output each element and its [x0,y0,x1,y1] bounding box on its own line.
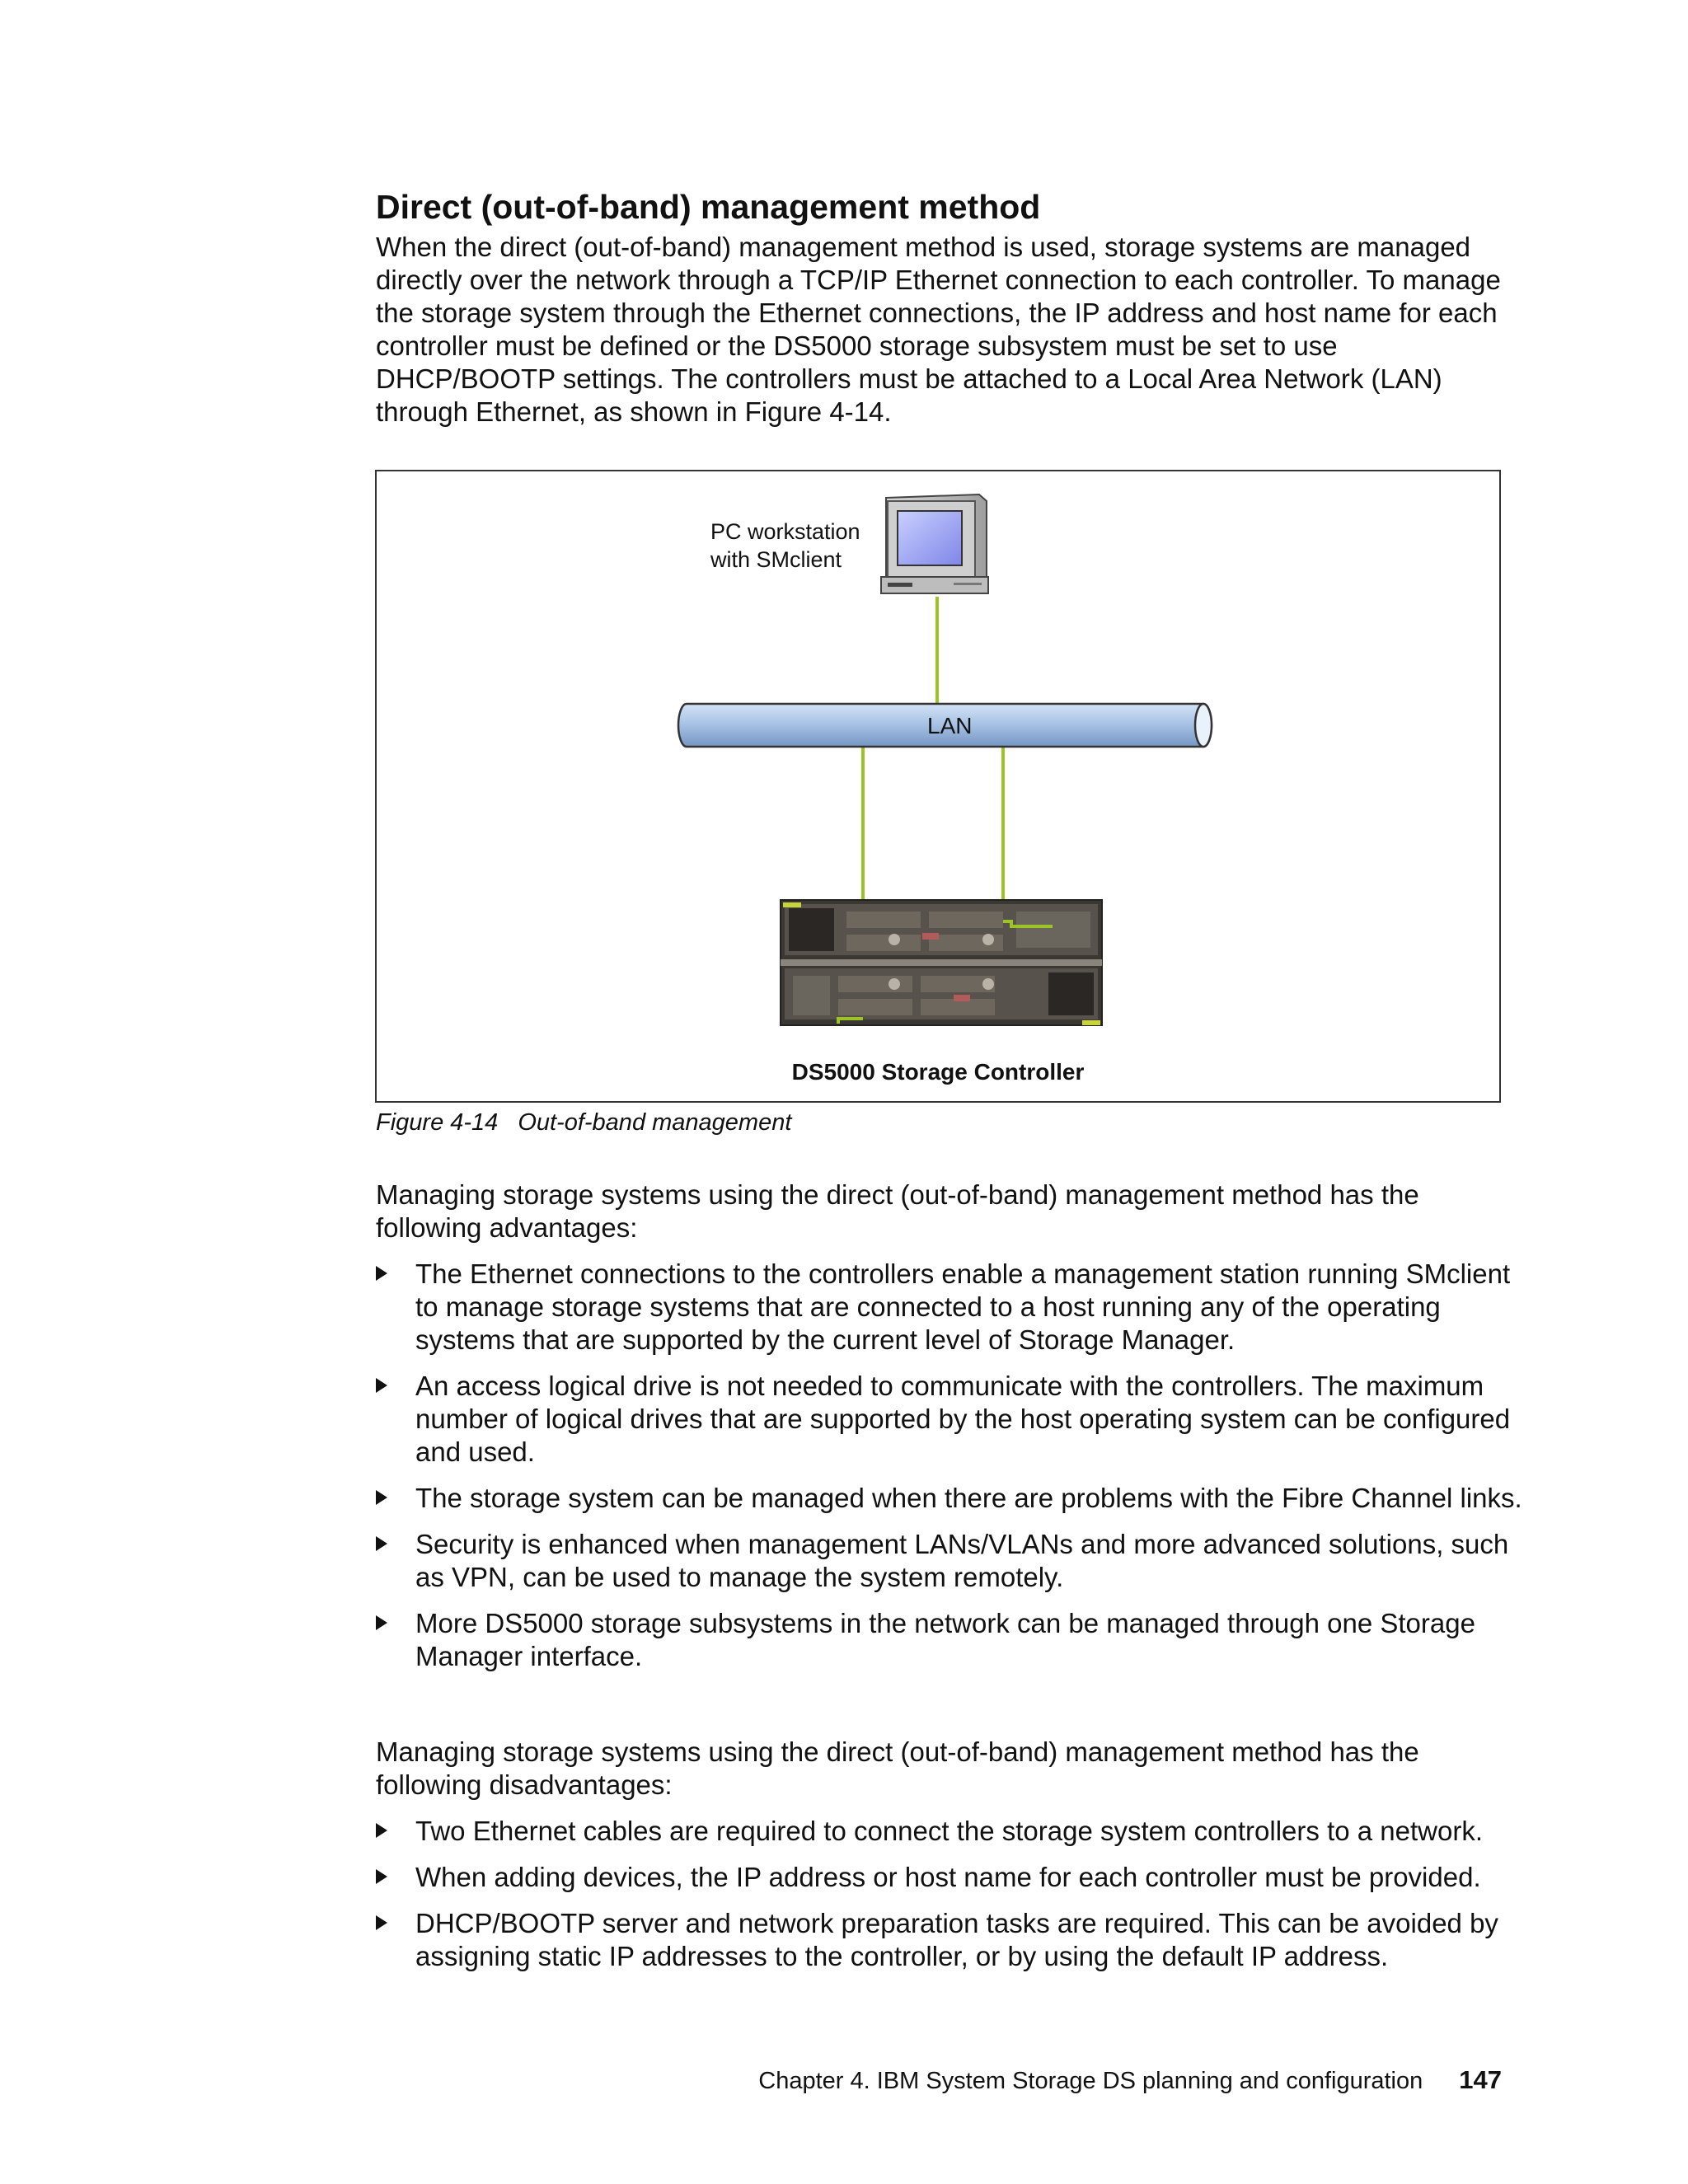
pc-workstation-icon [881,494,988,593]
lan-label: LAN [927,713,973,738]
list-item [376,1861,1530,1894]
network-diagram [377,471,1499,1101]
storage-controller-label: DS5000 Storage Controller [791,1059,1085,1085]
section-heading: Direct (out-of-band) management method [376,188,1041,226]
pc-label-line2: with SMclient [710,547,842,572]
list-item-text: More DS5000 storage subsystems in the network can be managed through one Storage Manager interface. [415,1608,1475,1671]
list-item [376,1258,1530,1357]
list-item-text: The storage system can be managed when there are problems with the Fibre Channel links. [415,1483,1522,1513]
list-item-text: Security is enhanced when management LANs/VLANs and more advanced solutions, such as VPN, can be used to manage the system remotely. [415,1529,1509,1592]
list-item-text: DHCP/BOOTP server and network preparation tasks are required. This can be avoided by assigning static IP addresses to the controller, or by using the default IP address. [415,1908,1498,1971]
bullet-arrow-icon [376,1378,387,1393]
bullet-arrow-icon [376,1915,387,1930]
list-item [376,1607,1530,1673]
figure-out-of-band-diagram [375,470,1501,1103]
footer-chapter: Chapter 4. IBM System Storage DS planning and configuration [758,2068,1423,2094]
pc-label-line1: PC workstation [710,519,860,544]
advantages-list [376,1258,1530,1686]
list-item [376,1815,1530,1848]
page-number: 147 [1459,2065,1502,2094]
figure-caption [376,1108,791,1137]
figure-caption-title: Out-of-band management [518,1109,792,1136]
bullet-arrow-icon [376,1823,387,1838]
disadvantages-intro: Managing storage systems using the direct (out-of-band) management method has the following disadvantages: [376,1736,1419,1800]
intro-paragraph: When the direct (out-of-band) management method is used, storage systems are managed directly over the network through a TCP/IP Ethernet connection to each controller. To manage the storage system through the Ethernet connections, the IP address and host name for each controller must be defined or the DS5000 storage subsystem must be set to use DHCP/BOOTP settings. The controllers must be attached to a Local Area Network (LAN) through Ethernet, as shown in Figure 4-14. [376,232,1501,427]
list-item-text: The Ethernet connections to the controllers enable a management station running SMclient to manage storage systems that are connected to a host running any of the operating systems that are supported by the current level of Storage Manager. [415,1258,1511,1355]
disadvantages-list [376,1815,1530,1986]
list-item-text: When adding devices, the IP address or host name for each controller must be provided. [415,1862,1481,1892]
list-item [376,1528,1530,1594]
bullet-arrow-icon [376,1869,387,1884]
page-footer [758,2065,1502,2096]
bullet-arrow-icon [376,1266,387,1281]
advantages-intro: Managing storage systems using the direct (out-of-band) management method has the following advantages: [376,1179,1419,1243]
list-item-text: An access logical drive is not needed to communicate with the controllers. The maximum number of logical drives that are supported by the host operating system can be configured and used. [415,1371,1511,1467]
bullet-arrow-icon [376,1490,387,1505]
storage-controller-image [781,900,1102,1025]
list-item [376,1370,1530,1469]
bullet-arrow-icon [376,1615,387,1630]
list-item [376,1907,1530,1973]
bullet-arrow-icon [376,1536,387,1551]
pc-workstation-label [710,518,860,574]
figure-caption-number: Figure 4-14 [376,1109,499,1136]
list-item-text: Two Ethernet cables are required to connect the storage system controllers to a network. [415,1816,1483,1846]
list-item [376,1482,1530,1515]
